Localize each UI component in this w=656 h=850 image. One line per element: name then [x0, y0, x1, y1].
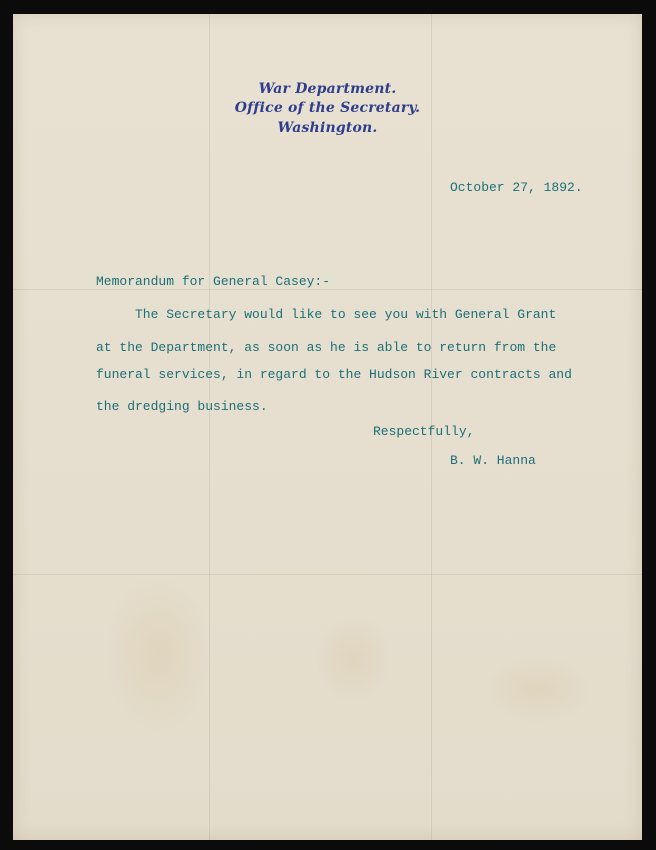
letter-sheet	[13, 14, 642, 840]
letter-date: October 27, 1892.	[450, 180, 583, 195]
paper-stain	[103, 574, 213, 734]
fold-crease-horizontal	[13, 289, 642, 290]
paper-stain	[483, 654, 593, 724]
body-line: at the Department, as soon as he is able to return from the	[96, 340, 557, 355]
body-line: the dredging business.	[96, 399, 268, 414]
fold-crease-vertical	[209, 14, 210, 840]
letterhead-office: Office of the Secretary.	[234, 100, 421, 116]
body-line: funeral services, in regard to the Hudson River contracts and	[96, 367, 572, 382]
body-line: The Secretary would like to see you with General Grant	[135, 307, 557, 322]
letterhead-city: Washington.	[277, 120, 378, 136]
letter-signature: B. W. Hanna	[450, 453, 536, 468]
letter-salutation: Memorandum for General Casey:-	[96, 274, 331, 289]
letter-closing: Respectfully,	[373, 424, 475, 439]
letterhead-department: War Department.	[258, 81, 397, 97]
paper-stain	[313, 614, 393, 704]
fold-crease-horizontal	[13, 574, 642, 575]
